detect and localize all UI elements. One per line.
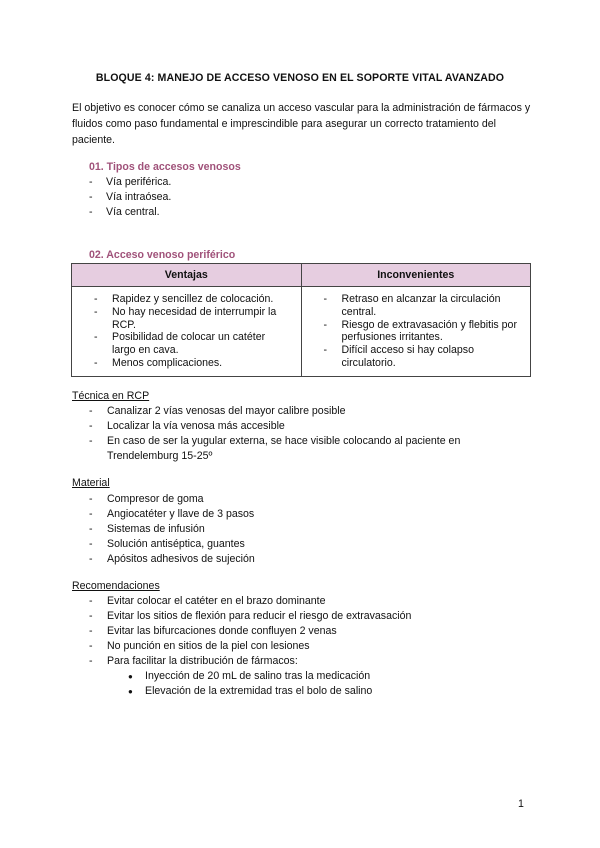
section-heading-periferico: 02. Acceso venoso periférico	[89, 249, 236, 261]
tipos-list	[89, 175, 171, 220]
list-item	[89, 654, 529, 699]
list-item: - Riesgo de extravasación y flebitis por perfusiones irritantes.	[302, 319, 525, 345]
document-title: BLOQUE 4: MANEJO DE ACCESO VENOSO EN EL SOPORTE VITAL AVANZADO	[95, 72, 505, 84]
list-item: - Vía central.	[89, 205, 171, 220]
ventajas-inconvenientes-table	[71, 263, 531, 377]
list-item: - Solución antiséptica, guantes	[89, 537, 529, 552]
list-item: - No punción en sitios de la piel con lesiones	[89, 639, 529, 654]
sub-list-item: ● Elevación de la extremidad tras el bolo de salino	[107, 684, 529, 699]
material-heading: Material	[72, 477, 110, 489]
list-item: - Vía intraósea.	[89, 190, 171, 205]
section-heading-tipos: 01. Tipos de accesos venosos	[89, 161, 241, 173]
list-item: - Sistemas de infusión	[89, 522, 529, 537]
list-item: - Posibilidad de colocar un catéter largo en cava.	[72, 331, 295, 357]
list-item: - Retraso en alcanzar la circulación central.	[302, 293, 525, 319]
list-item: - Angiocatéter y llave de 3 pasos	[89, 507, 529, 522]
table-header-ventajas: Ventajas	[72, 264, 302, 287]
list-item: - Menos complicaciones.	[72, 357, 295, 370]
sub-list-item: ● Inyección de 20 mL de salino tras la medicación	[107, 669, 529, 684]
list-item: - Evitar las bifurcaciones donde confluyen 2 venas	[89, 624, 529, 639]
list-item: - Vía periférica.	[89, 175, 171, 190]
list-item: - Rapidez y sencillez de colocación.	[72, 293, 295, 306]
list-item: - Difícil acceso si hay colapso circulatorio.	[302, 344, 525, 370]
page-number: 1	[518, 798, 524, 810]
tecnica-heading: Técnica en RCP	[72, 390, 150, 402]
list-item: - No hay necesidad de interrumpir la RCP.	[72, 306, 295, 332]
list-item: - Canalizar 2 vías venosas del mayor calibre posible	[89, 404, 529, 419]
list-item-text: Para facilitar la distribución de fármacos:	[107, 655, 298, 667]
inconvenientes-cell	[301, 287, 531, 377]
list-item: - Apósitos adhesivos de sujeción	[89, 552, 529, 567]
list-item: - Compresor de goma	[89, 492, 529, 507]
recomendaciones-heading: Recomendaciones	[72, 580, 160, 592]
list-item: - Evitar los sitios de flexión para reducir el riesgo de extravasación	[89, 609, 529, 624]
recomendaciones-list	[89, 594, 529, 699]
list-item: - Localizar la vía venosa más accesible	[89, 419, 529, 434]
intro-paragraph: El objetivo es conocer cómo se canaliza un acceso vascular para la administración de fármacos y fluidos como paso fundamental e imprescindible para asegurar un correcto tratamiento del paciente.	[72, 102, 531, 146]
sub-list	[107, 669, 529, 699]
tecnica-list	[89, 404, 529, 464]
ventajas-cell	[72, 287, 302, 377]
material-list	[89, 492, 529, 567]
table-header-inconvenientes: Inconvenientes	[301, 264, 531, 287]
list-item: - Evitar colocar el catéter en el brazo dominante	[89, 594, 529, 609]
list-item: - En caso de ser la yugular externa, se hace visible colocando al paciente en Trendelemburg 15-25º	[89, 434, 529, 464]
